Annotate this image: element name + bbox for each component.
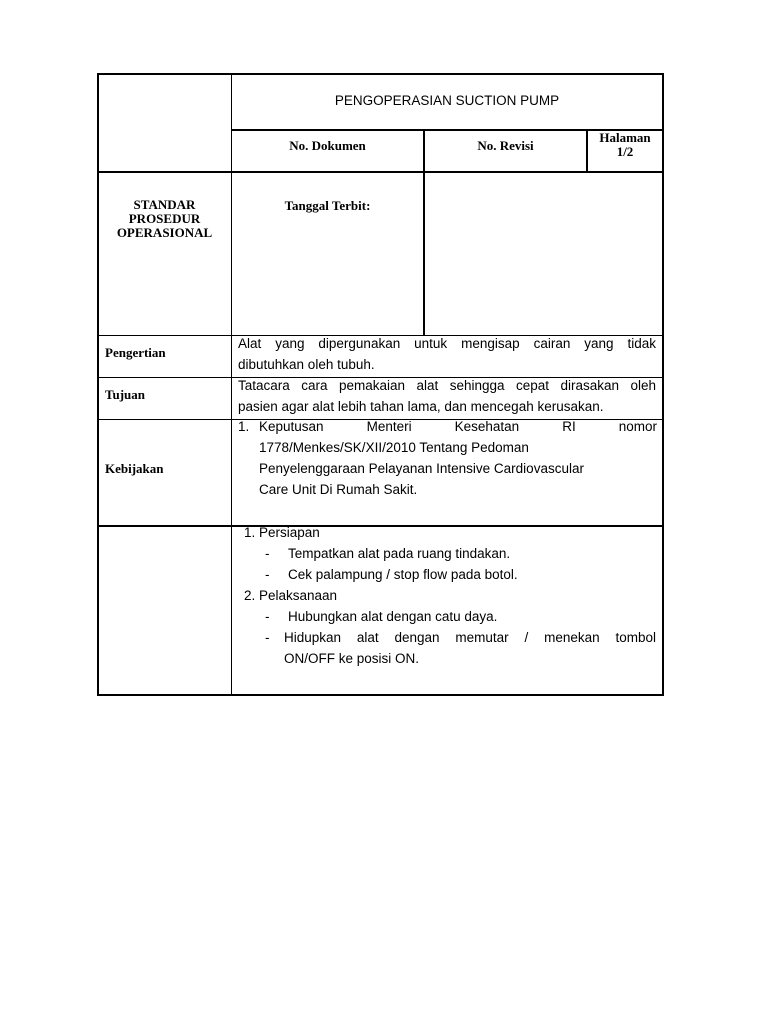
column-divider bbox=[231, 73, 232, 695]
dokumen-revisi-divider bbox=[423, 129, 425, 336]
document-title: PENGOPERASIAN SUCTION PUMP bbox=[334, 93, 560, 108]
prosedur-item-1-sub-1: Tempatkan alat pada ruang tindakan. bbox=[288, 546, 511, 561]
pengertian-line-2: dibutuhkan oleh tubuh. bbox=[238, 357, 375, 372]
prosedur-item-2: 2. Pelaksanaan bbox=[244, 588, 338, 603]
kebijakan-number: 1. bbox=[238, 419, 250, 434]
kebijakan-line-4: Care Unit Di Rumah Sakit. bbox=[259, 482, 418, 497]
halaman-cell bbox=[588, 131, 662, 159]
tujuan-text bbox=[238, 375, 656, 417]
prosedur-item-1-sub-2: Cek palampung / stop flow pada botol. bbox=[288, 567, 518, 582]
row-separator-4 bbox=[97, 525, 664, 527]
prosedur-dash-2: - bbox=[265, 567, 270, 582]
prosedur-dash-3: - bbox=[265, 609, 270, 624]
halaman-label: Halaman bbox=[599, 130, 651, 145]
prosedur-item-2-sub-1: Hubungkan alat dengan catu daya. bbox=[288, 609, 498, 624]
kebijakan-label: Kebijakan bbox=[105, 461, 164, 476]
border-right bbox=[662, 73, 664, 695]
sop-line-2: PROSEDUR bbox=[128, 211, 201, 226]
halaman-value: 1/2 bbox=[616, 144, 634, 159]
tujuan-label: Tujuan bbox=[105, 387, 145, 402]
kebijakan-line-2: 1778/Menkes/SK/XII/2010 Tentang Pedoman bbox=[259, 440, 529, 455]
border-top bbox=[97, 73, 664, 75]
tanggal-terbit-label: Tanggal Terbit: bbox=[284, 198, 371, 213]
sop-label bbox=[98, 198, 231, 240]
prosedur-dash-4: - bbox=[265, 630, 270, 645]
pengertian-label: Pengertian bbox=[105, 345, 166, 360]
no-revisi-label: No. Revisi bbox=[477, 138, 534, 153]
tujuan-line-1: Tatacara cara pemakaian alat sehingga cepat dirasakan oleh bbox=[238, 378, 656, 393]
pengertian-text bbox=[238, 333, 656, 375]
border-left bbox=[97, 73, 99, 695]
kebijakan-text bbox=[259, 416, 657, 437]
no-dokumen-label: No. Dokumen bbox=[289, 138, 366, 153]
border-bottom bbox=[97, 694, 664, 696]
tujuan-line-2: pasien agar alat lebih tahan lama, dan mencegah kerusakan. bbox=[238, 399, 604, 414]
prosedur-item-2-sub-2-line-1: Hidupkan alat dengan memutar / menekan tombol bbox=[284, 630, 656, 645]
sop-line-3: OPERASIONAL bbox=[116, 225, 213, 240]
pengertian-line-1: Alat yang dipergunakan untuk mengisap cairan yang tidak bbox=[238, 336, 656, 351]
prosedur-item-2-sub-2 bbox=[284, 627, 656, 669]
kebijakan-line-1: Keputusan Menteri Kesehatan RI nomor bbox=[259, 419, 657, 434]
header-separator bbox=[97, 171, 664, 173]
prosedur-item-1: 1. Persiapan bbox=[244, 525, 320, 540]
kebijakan-line-3: Penyelenggaraan Pelayanan Intensive Cardiovascular bbox=[259, 461, 584, 476]
sop-line-1: STANDAR bbox=[133, 197, 196, 212]
prosedur-item-2-sub-2-line-2: ON/OFF ke posisi ON. bbox=[284, 651, 420, 666]
kebijakan-text-cont bbox=[259, 437, 657, 500]
prosedur-dash-1: - bbox=[265, 546, 270, 561]
